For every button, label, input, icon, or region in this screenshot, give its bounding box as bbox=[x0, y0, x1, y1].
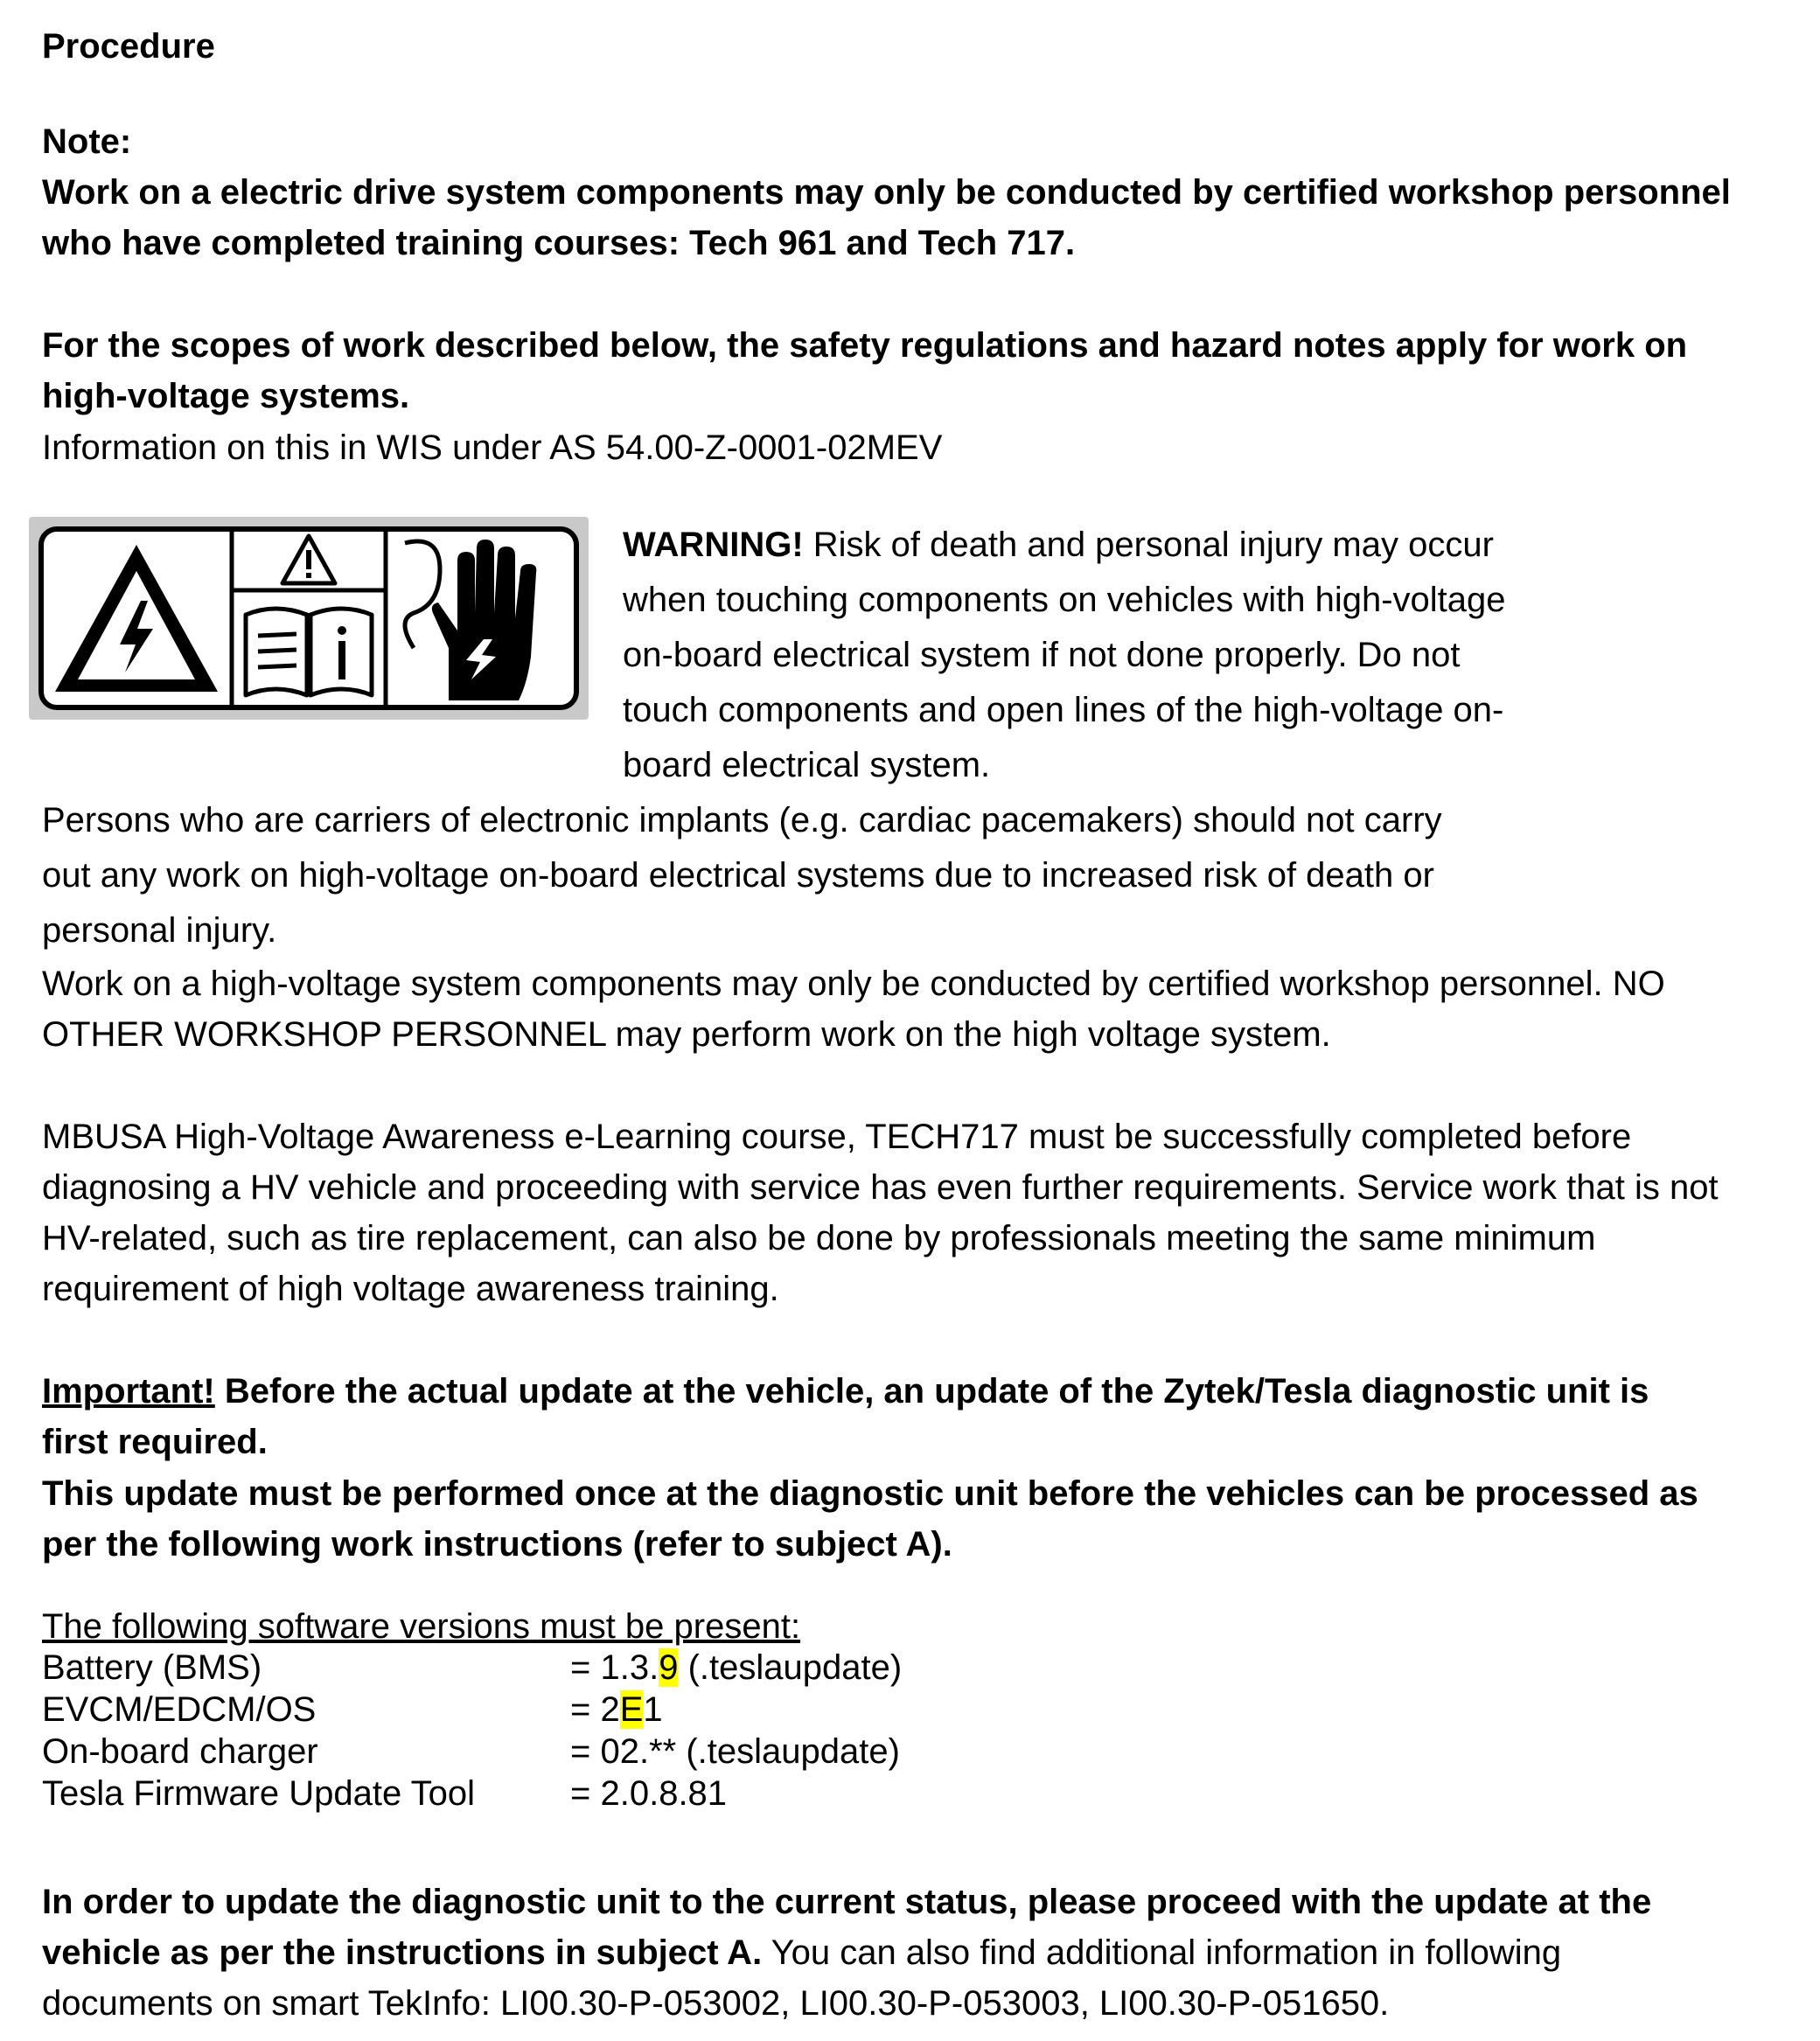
tekinfo-references: documents on smart TekInfo: LI00.30-P-053002, LI00.30-P-053003, LI00.30-P-051650. bbox=[42, 1984, 1390, 2023]
warning-label: WARNING! bbox=[623, 526, 804, 564]
note-line: Work on a electric drive system components may only be conducted by certified workshop personnel bbox=[42, 173, 1731, 212]
version-highlight: E bbox=[619, 1690, 644, 1729]
page-title: Procedure bbox=[42, 27, 215, 66]
important-line: per the following work instructions (refer to subject A). bbox=[42, 1525, 952, 1564]
warning-text: Risk of death and personal injury may occur bbox=[803, 526, 1494, 564]
note-label: Note: bbox=[42, 122, 132, 161]
version-value: = 2E1 bbox=[570, 1690, 663, 1729]
mbusa-line: requirement of high voltage awareness training. bbox=[42, 1270, 779, 1308]
mbusa-line: MBUSA High-Voltage Awareness e-Learning course, TECH717 must be successfully completed before bbox=[42, 1118, 1632, 1156]
version-value: = 2.0.8.81 bbox=[570, 1774, 728, 1813]
wis-reference: Information on this in WIS under AS 54.00-Z-0001-02MEV bbox=[42, 428, 943, 467]
certified-line: Work on a high-voltage system components may only be conducted by certified workshop personnel. NO bbox=[42, 965, 1665, 1003]
version-value: = 1.3.9 (.teslaupdate) bbox=[570, 1648, 903, 1687]
important-text: Before the actual update at the vehicle, an update of the Zytek/Tesla diagnostic unit is bbox=[214, 1372, 1649, 1411]
warning-line: when touching components on vehicles with high-voltage bbox=[623, 581, 1506, 619]
version-highlight: 9 bbox=[659, 1648, 679, 1687]
versions-header: The following software versions must be present: bbox=[42, 1607, 801, 1646]
implants-line: personal injury. bbox=[42, 911, 277, 950]
version-row bbox=[42, 1647, 902, 1689]
hazard-pictogram-sign bbox=[29, 517, 589, 720]
implants-line: Persons who are carriers of electronic implants (e.g. cardiac pacemakers) should not carry bbox=[42, 801, 1442, 839]
version-label: Battery (BMS) bbox=[42, 1648, 262, 1687]
version-value: = 02.** (.teslaupdate) bbox=[570, 1732, 900, 1771]
mbusa-line: diagnosing a HV vehicle and proceeding with service has even further requirements. Service work that is not bbox=[42, 1168, 1719, 1207]
final-bold-text: vehicle as per the instructions in subject A. bbox=[42, 1933, 763, 1972]
important-line bbox=[42, 1366, 1649, 1417]
scopes-line: For the scopes of work described below, the safety regulations and hazard notes apply for work on bbox=[42, 326, 1688, 365]
final-line: In order to update the diagnostic unit to the current status, please proceed with the update at the bbox=[42, 1883, 1652, 1921]
version-row bbox=[42, 1773, 727, 1815]
certified-line: OTHER WORKSHOP PERSONNEL may perform work on the high voltage system. bbox=[42, 1015, 1331, 1054]
important-line: first required. bbox=[42, 1423, 268, 1461]
warning-line: on-board electrical system if not done properly. Do not bbox=[623, 636, 1461, 674]
final-text: You can also find additional information in following bbox=[762, 1933, 1562, 1972]
warning-line: board electrical system. bbox=[623, 746, 991, 784]
warning-line: touch components and open lines of the high-voltage on- bbox=[623, 691, 1504, 729]
mbusa-line: HV-related, such as tire replacement, can also be done by professionals meeting the same minimum bbox=[42, 1219, 1596, 1257]
important-label: Important! bbox=[42, 1372, 215, 1411]
scopes-line: high-voltage systems. bbox=[42, 377, 410, 415]
version-label: EVCM/EDCM/OS bbox=[42, 1690, 317, 1729]
version-row bbox=[42, 1689, 663, 1731]
warning-line bbox=[623, 518, 1494, 573]
version-label: On-board charger bbox=[42, 1732, 318, 1771]
version-row bbox=[42, 1731, 900, 1773]
important-line: This update must be performed once at the diagnostic unit before the vehicles can be processed as bbox=[42, 1474, 1698, 1513]
note-line: who have completed training courses: Tech 961 and Tech 717. bbox=[42, 224, 1076, 262]
final-line bbox=[42, 1927, 1561, 1978]
version-label: Tesla Firmware Update Tool bbox=[42, 1774, 476, 1813]
implants-line: out any work on high-voltage on-board electrical systems due to increased risk of death or bbox=[42, 856, 1434, 895]
